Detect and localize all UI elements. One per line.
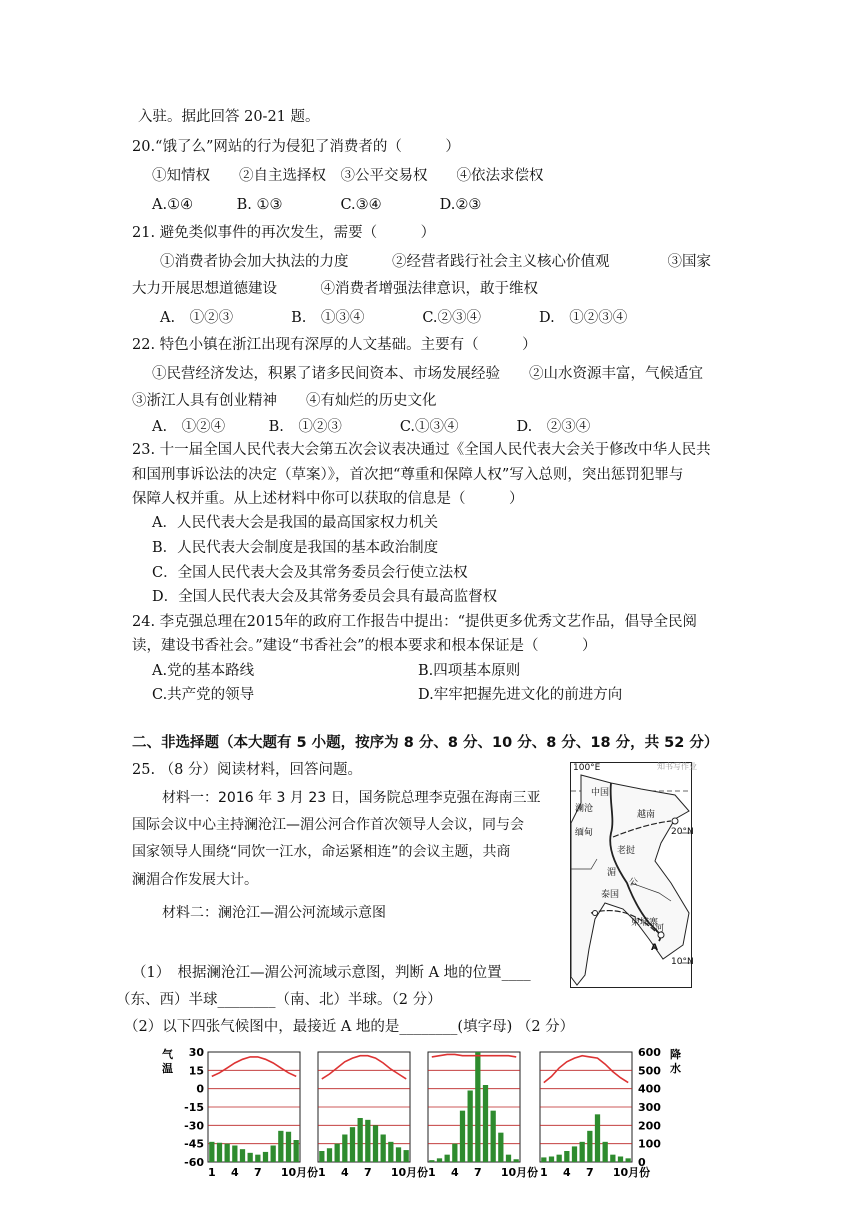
month-tick-label: 7 (586, 1166, 594, 1179)
text-line-l6: ①消费者协会加大执法的力度 ②经营者践行社会主义核心价值观 ③国家 (160, 254, 711, 270)
precip-tick-label: 500 (638, 1064, 661, 1078)
precip-bar (603, 1142, 608, 1162)
text-line-l23: B.四项基本原则 (418, 663, 521, 679)
precip-tick-label: 300 (638, 1101, 661, 1114)
precip-bar (460, 1111, 465, 1162)
text-line-l31: 澜湄合作发展大计。 (132, 872, 258, 888)
text-line-l14: 和国刑事诉讼法的决定（草案）》，首次把“尊重和保障人权”写入总则，突出惩罚犯罪与 (132, 467, 684, 483)
map-watermark: 知书写作业 (657, 762, 697, 771)
text-line-l2: 20.“饿了么”网站的行为侵犯了消费者的（ ） (132, 139, 460, 155)
map-label-cambodia: 柬埔寨 (631, 918, 659, 928)
map-lon-label: 100°E (573, 763, 601, 773)
month-tick-label: 4 (451, 1166, 459, 1179)
precip-tick-label: 100 (638, 1137, 661, 1151)
precip-bar (396, 1147, 401, 1162)
text-line-l11: ③浙江人具有创业精神 ④有灿烂的历史文化 (132, 393, 437, 409)
precip-bar (294, 1140, 299, 1162)
temp-axis-label-2: 温 (162, 1062, 173, 1075)
precip-bar (381, 1135, 386, 1163)
text-line-l24: C.共产党的领导 (152, 687, 255, 703)
month-tick-label: 10月份 (500, 1166, 539, 1179)
text-line-l35: （2）以下四张气候图中，最接近 A 地的是________(填字母) （2 分） (124, 1019, 575, 1035)
precip-bar (232, 1146, 237, 1163)
precip-bar (587, 1131, 592, 1162)
lancang-mekong-map (570, 762, 697, 988)
text-line-l5: 21. 避免类似事件的再次发生，需要（ ） (132, 225, 436, 241)
text-line-l30: 国家领导人围绕“同饮一江水，命运紧相连”的会议主题，共商 (132, 844, 511, 860)
precip-bar (557, 1155, 562, 1162)
precip-bar (286, 1132, 291, 1162)
precip-bar (365, 1120, 370, 1162)
text-line-l4: A.①④ B. ①③ C.③④ D.②③ (152, 197, 482, 213)
text-line-l1: 入驻。据此回答 20-21 题。 (138, 109, 320, 125)
month-tick-label: 10月份 (390, 1166, 429, 1179)
precip-bar (263, 1152, 268, 1162)
text-line-l3: ①知情权 ②自主选择权 ③公平交易权 ④依法求偿权 (152, 168, 544, 184)
month-tick-label: 7 (474, 1166, 482, 1179)
month-tick-label: 4 (231, 1166, 239, 1179)
text-line-l26: 二、非选择题（本大题有 5 小题，按序为 8 分、8 分、10 分、8 分、18 分，共 52 分） (132, 735, 719, 751)
temp-tick-label: 30 (188, 1046, 204, 1059)
text-line-l10: ①民营经济发达，积累了诸多民间资本、市场发展经验 ②山水资源丰富，气候适宜 (152, 366, 703, 382)
precip-bar (278, 1131, 283, 1162)
text-line-l21: 读，建设书香社会。”建设“书香社会”的根本要求和根本保证是（ ） (132, 638, 597, 654)
map-label-gong: 公 (629, 878, 639, 888)
text-line-l29: 国际会议中心主持澜沧江—湄公河合作首次领导人会议，同与会 (132, 817, 524, 833)
temp-tick-label: 15 (188, 1064, 204, 1078)
precip-bar (429, 1160, 434, 1162)
precip-bar (498, 1133, 503, 1162)
text-line-l32: 材料二：澜沧江—湄公河流域示意图 (162, 905, 386, 921)
month-tick-label: 1 (208, 1166, 216, 1179)
map-label-china: 中国 (591, 788, 610, 798)
text-line-l22: A.党的基本路线 (152, 663, 255, 679)
precip-bar (271, 1146, 276, 1163)
text-line-l16: A．人民代表大会是我国的最高国家权力机关 (152, 515, 438, 531)
precip-bar (475, 1052, 480, 1162)
precip-bar (595, 1114, 600, 1162)
precip-bar (514, 1159, 519, 1162)
text-line-l7: 大力开展思想道德建设 ④消费者增强法律意识，敢于维权 (132, 281, 538, 297)
temp-tick-label: -15 (184, 1101, 204, 1114)
map-label-point-a: A (651, 943, 658, 953)
precip-tick-label: 400 (638, 1082, 661, 1096)
precip-tick-label: 600 (638, 1046, 661, 1059)
text-line-l8: A. ①②③ B. ①③④ C.②③④ D. ①②③④ (160, 310, 628, 326)
map-label-laos: 老挝 (617, 846, 636, 856)
text-line-l20: 24. 李克强总理在2015年的政府工作报告中提出：“提供更多优秀文艺作品，倡导全民阅 (132, 614, 697, 630)
map-label-mekong: 湄 (607, 868, 617, 878)
text-line-l13: 23. 十一届全国人民代表大会第五次会议表决通过《全国人民代表大会关于修改中华人民共 (132, 442, 711, 458)
precip-bar (564, 1151, 569, 1162)
map-label-10n: 10°N (671, 957, 694, 967)
text-line-l18: C．全国人民代表大会及其常务委员会行使立法权 (152, 565, 468, 581)
map-label-thailand: 泰国 (601, 890, 620, 900)
map-label-vietnam: 越南 (637, 810, 656, 820)
precip-bar (217, 1143, 222, 1162)
text-line-l27: 25. （8 分）阅读材料，回答问题。 (132, 762, 363, 778)
precip-bar (445, 1155, 450, 1162)
precip-bar (404, 1150, 409, 1162)
precip-axis-label-1: 降 (670, 1048, 681, 1061)
precip-bar (209, 1142, 214, 1162)
precip-bar (350, 1127, 355, 1162)
map-label-river: 河 (655, 924, 665, 934)
text-line-l19: D．全国人民代表大会及其常务委员会具有最高监督权 (152, 589, 498, 605)
text-line-l17: B．人民代表大会制度是我国的基本政治制度 (152, 540, 439, 556)
precip-bar (388, 1142, 393, 1162)
month-tick-label: 1 (540, 1166, 548, 1179)
precip-bar (240, 1149, 245, 1162)
map-label-20n: 20°N (671, 827, 694, 837)
temp-tick-label: 0 (196, 1082, 204, 1096)
text-line-l34: （东、西）半球________（南、北）半球。（2 分） (116, 992, 442, 1008)
month-tick-label: 4 (341, 1166, 349, 1179)
month-tick-label: 4 (563, 1166, 571, 1179)
text-line-l15: 保障人权并重。从上述材料中你可以获取的信息是（ ） (132, 491, 524, 507)
text-line-l9: 22. 特色小镇在浙江出现有深厚的人文基础。主要有（ ） (132, 337, 537, 353)
precip-bar (342, 1135, 347, 1163)
precip-tick-label: 200 (638, 1119, 661, 1133)
temp-tick-label: -60 (184, 1156, 204, 1169)
precip-bar (452, 1144, 457, 1162)
precip-bar (225, 1144, 230, 1162)
precip-tick-label: 0 (638, 1156, 646, 1169)
month-tick-label: 10月份 (612, 1166, 651, 1179)
precip-bar (437, 1158, 442, 1162)
temp-tick-label: -45 (184, 1137, 204, 1151)
text-line-l28: 材料一：2016 年 3 月 23 日，国务院总理李克强在海南三亚 (162, 790, 541, 806)
precip-bar (506, 1155, 511, 1162)
climate-charts-svg (160, 1042, 700, 1180)
precip-bar (549, 1157, 554, 1163)
map-label-myanmar: 缅甸 (575, 828, 594, 838)
precip-bar (541, 1157, 546, 1162)
text-line-l12: A. ①②④ B. ①②③ C.①③④ D. ②③④ (152, 419, 591, 435)
text-line-l25: D.牢牢把握先进文化的前进方向 (418, 687, 623, 703)
month-tick-label: 1 (318, 1166, 326, 1179)
precip-bar (626, 1158, 631, 1162)
text-line-l33: （1） 根据澜沧江—湄公河流域示意图，判断 A 地的位置____ (132, 965, 531, 981)
map-label-lancang: 澜沧 (575, 804, 594, 814)
precip-bar (319, 1151, 324, 1162)
precip-bar (373, 1125, 378, 1162)
month-tick-label: 10月份 (280, 1166, 319, 1179)
precip-bar (248, 1153, 253, 1162)
precip-bar (358, 1118, 363, 1162)
precip-bar (491, 1111, 496, 1162)
temp-tick-label: -30 (184, 1119, 204, 1133)
precip-bar (335, 1144, 340, 1162)
precip-bar (610, 1155, 615, 1162)
precip-bar (327, 1148, 332, 1162)
month-tick-label: 1 (428, 1166, 436, 1179)
precip-bar (483, 1085, 488, 1162)
climate-charts (160, 1042, 700, 1184)
month-tick-label: 7 (364, 1166, 372, 1179)
precip-bar (468, 1091, 473, 1163)
precip-bar (572, 1146, 577, 1162)
temp-axis-label-1: 气 (162, 1048, 173, 1061)
precip-bar (255, 1155, 260, 1162)
precip-axis-label-2: 水 (670, 1062, 681, 1075)
precip-bar (580, 1142, 585, 1162)
precip-bar (618, 1157, 623, 1163)
month-tick-label: 7 (254, 1166, 262, 1179)
